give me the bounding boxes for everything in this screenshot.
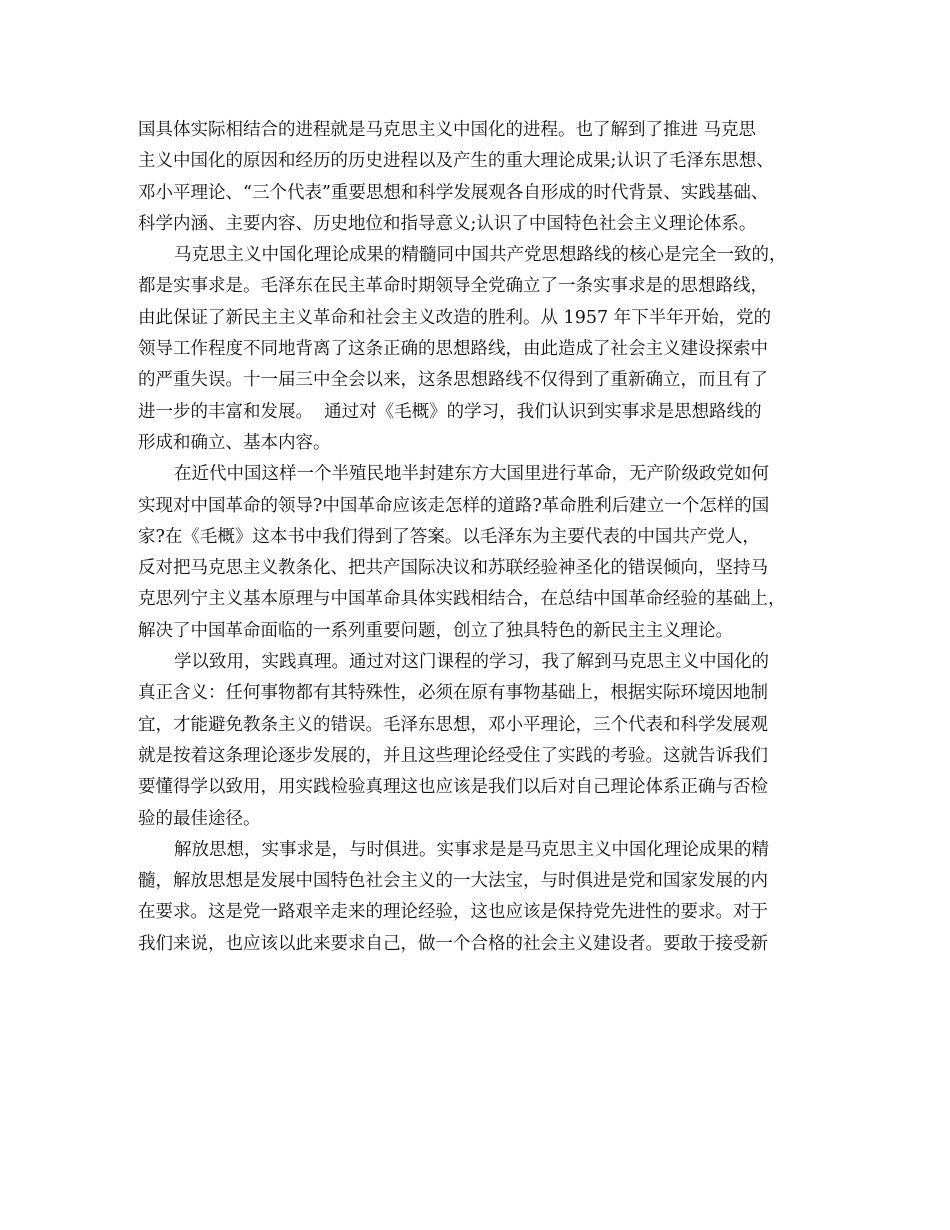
text-line: 克思列宁主义基本原理与中国革命具体实践相结合，在总结中国革命经验的基础上，: [138, 589, 786, 610]
text-line: 进一步的丰富和发展。 通过对《毛概》的学习，我们认识到实事求是思想路线的: [138, 401, 762, 422]
text-line: 在近代中国这样一个半殖民地半封建东方大国里进行革命，无产阶级政党如何: [174, 464, 769, 485]
text-line: 就是按着这条理论逐步发展的，并且这些理论经受住了实践的考验。这就告诉我们: [138, 745, 768, 766]
text-line: 解放思想，实事求是，与时俱进。实事求是是马克思主义中国化理论成果的精: [174, 839, 769, 860]
text-line: 解决了中国革命面临的一系列重要问题，创立了独具特色的新民主主义理论。: [138, 620, 733, 641]
text-line: 都是实事求是。毛泽东在民主革命时期领导全党确立了一条实事求是的思想路线，: [138, 276, 768, 297]
text-line: 马克思主义中国化理论成果的精髓同中国共产党思想路线的核心是完全一致的，: [174, 245, 787, 266]
text-line: 形成和确立、基本内容。: [138, 432, 331, 453]
text-line: 科学内涵、主要内容、历史地位和指导意义;认识了中国特色社会主义理论体系。: [138, 213, 757, 234]
text-line: 的严重失误。十一届三中全会以来，这条思想路线不仅得到了重新确立，而且有了: [138, 370, 768, 391]
paragraph-1: [138, 115, 818, 240]
text-line: 实现对中国革命的领导?中国革命应该走怎样的道路?革命胜利后建立一个怎样的国: [138, 495, 770, 516]
text-line: 反对把马克思主义教条化、把共产国际决议和苏联经验神圣化的错误倾向，坚持马: [138, 558, 768, 579]
text-line: 邓小平理论、“三个代表”重要思想和科学发展观各自形成的时代背景、实践基础、: [138, 182, 769, 203]
text-line: 在要求。这是党一路艰辛走来的理论经验，这也应该是保持党先进性的要求。对于: [138, 902, 768, 923]
text-line: 要懂得学以致用，用实践检验真理这也应该是我们以后对自己理论体系正确与否检: [138, 777, 768, 798]
document-body: [138, 115, 818, 960]
text-line: 领导工作程度不同地背离了这条正确的思想路线，由此造成了社会主义建设探索中: [138, 339, 768, 360]
paragraph-3: [138, 459, 818, 647]
text-line: 由此保证了新民主主义革命和社会主义改造的胜利。从 1957 年下半年开始，党的: [138, 307, 772, 328]
text-line: 验的最佳途径。: [138, 808, 261, 829]
text-line: 国具体实际相结合的进程就是马克思主义中国化的进程。也了解到了推进 马克思: [138, 120, 757, 140]
paragraph-4: [138, 647, 818, 835]
text-line: 真正含义：任何事物都有其特殊性，必须在原有事物基础上，根据实际环境因地制: [138, 683, 768, 704]
paragraph-5: [138, 835, 818, 960]
text-line: 主义中国化的原因和经历的历史进程以及产生的重大理论成果;认识了毛泽东思想、: [138, 151, 774, 172]
paragraph-2: [138, 240, 818, 459]
text-line: 学以致用，实践真理。通过对这门课程的学习，我了解到马克思主义中国化的: [174, 652, 769, 673]
text-line: 髓，解放思想是发展中国特色社会主义的一大法宝，与时俱进是党和国家发展的内: [138, 871, 768, 892]
text-line: 家?在《毛概》这本书中我们得到了答案。以毛泽东为主要代表的中国共产党人，: [138, 526, 760, 547]
text-line: 宜，才能避免教条主义的错误。毛泽东思想，邓小平理论，三个代表和科学发展观: [138, 714, 768, 735]
text-line: 我们来说，也应该以此来要求自己，做一个合格的社会主义建设者。要敢于接受新: [138, 933, 768, 954]
